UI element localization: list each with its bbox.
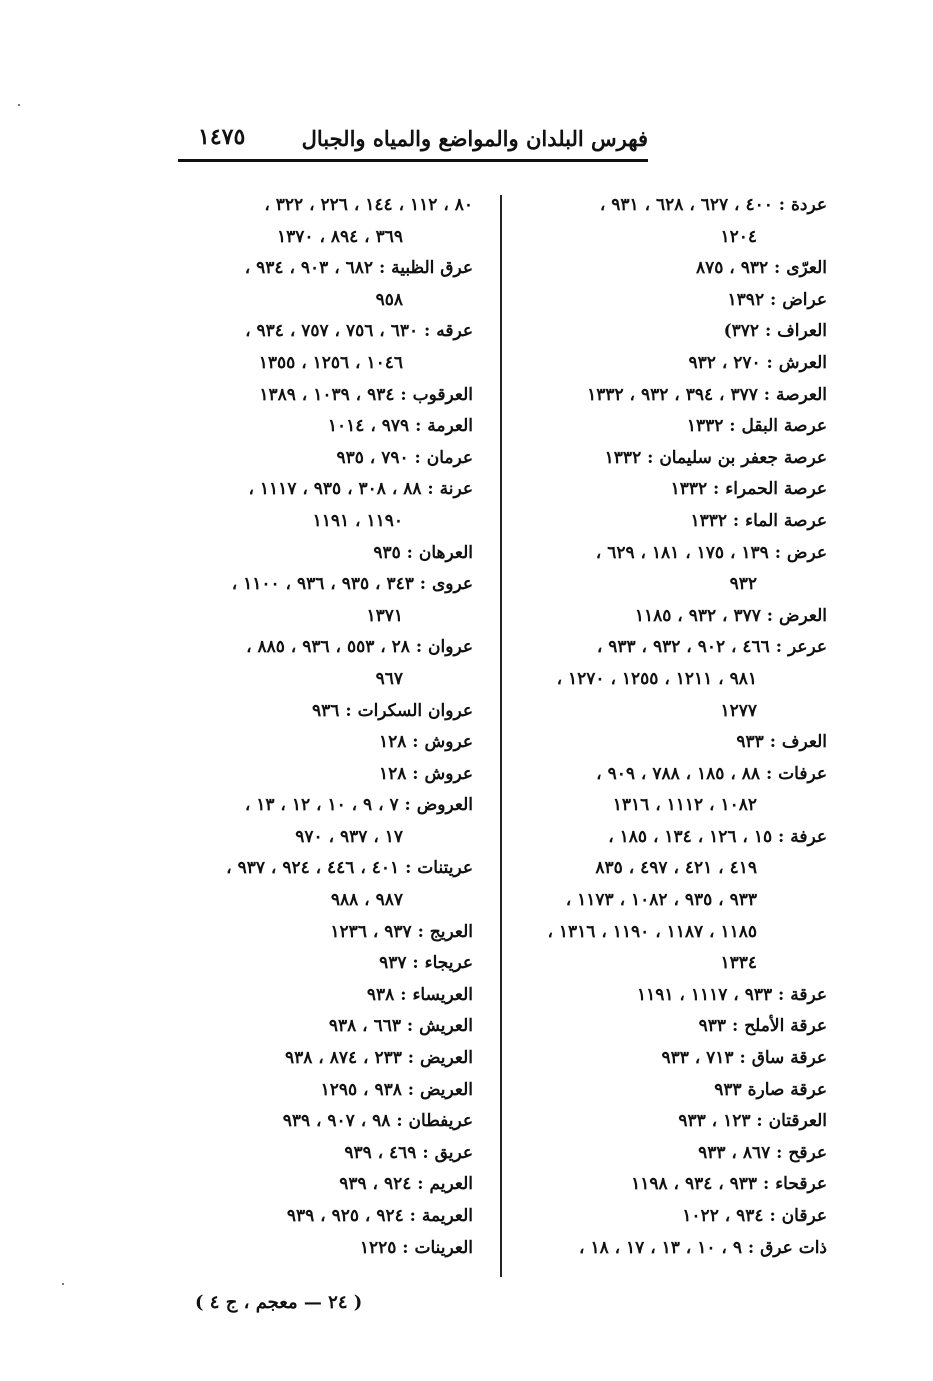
scan-speck (18, 104, 20, 106)
index-entry: عرفة : ١٥ ، ١٢٦ ، ١٣٤ ، ١٨٥ ، (608, 826, 827, 847)
index-entry-continuation: ٩٨٧ ، ٩٨٨ (330, 890, 403, 911)
index-entry: عروان السكرات : ٩٣٦ (312, 700, 473, 721)
index-entry: عريتنات : ٤٠١ ، ٤٤٦ ، ٩٢٤ ، ٩٣٧ ، (226, 858, 473, 879)
page-title: فهرس البلدان والمواضع والمياه والجبال (301, 126, 648, 151)
index-entry: عروش : ١٢٨ (378, 732, 473, 753)
index-entry: العريش : ٦٦٣ ، ٩٣٨ (328, 1016, 473, 1037)
index-entry: عرعر : ٤٦٦ ، ٩٠٢ ، ٩٣٢ ، ٩٣٣ ، (596, 637, 827, 658)
index-entry: عرقان : ٩٣٤ ، ١٠٢٢ (682, 1206, 827, 1226)
index-entry: عرصة الحمراء : ١٣٣٢ (670, 479, 827, 500)
index-entry: عرق الظبية : ٦٨٢ ، ٩٠٣ ، ٩٣٤ ، (244, 258, 473, 279)
footer-signature: ( ٢٤ — معجم ، ج ٤ ) (195, 1292, 363, 1313)
index-entry: العريج : ٩٣٧ ، ١٢٣٦ (330, 921, 473, 942)
index-column-right (527, 190, 827, 1264)
index-entry-continuation: ١٣٧١ (366, 605, 403, 626)
index-entry: العرهان : ٩٣٥ (373, 542, 473, 563)
index-entry: ٨٠ ، ١١٢ ، ١٤٤ ، ٢٢٦ ، ٣٢٢ ، (264, 195, 473, 215)
index-entry: عروش : ١٢٨ (378, 763, 473, 784)
index-entry: عروان : ٢٨ ، ٥٥٣ ، ٩٣٦ ، ٨٨٥ ، (246, 637, 473, 658)
index-entry-continuation: ٩٣٣ ، ٩٣٥ ، ١٠٨٢ ، ١١٧٣ ، (565, 890, 757, 911)
index-entry: عرصة جعفر بن سليمان : ١٣٣٢ (604, 447, 827, 468)
index-entry: العريساء : ٩٣٨ (366, 984, 473, 1005)
index-entry: العروض : ٧ ، ٩ ، ١٠ ، ١٢ ، ١٣ ، (244, 795, 473, 816)
index-entry-continuation: ١٠٤٦ ، ١٢٥٦ ، ١٣٥٥ (258, 352, 403, 373)
index-entry: العرصة : ٣٧٧ ، ٣٩٤ ، ٩٣٢ ، ١٣٣٢ (587, 384, 827, 405)
index-entry-continuation: ١٠٨٢ ، ١١١٢ ، ١٣١٦ (612, 795, 757, 816)
index-entry: العرقتان : ١٢٣ ، ٩٣٣ (678, 1111, 827, 1132)
index-entry: العريض : ٩٣٨ ، ١٢٩٥ (320, 1079, 473, 1100)
index-entry: عرض : ١٣٩ ، ١٧٥ ، ١٨١ ، ٦٢٩ ، (595, 542, 827, 563)
index-entry: عرمان : ٧٩٠ ، ٩٣٥ (336, 447, 473, 468)
index-entry: العرقوب : ٩٣٤ ، ١٠٣٩ ، ١٣٨٩ (259, 384, 473, 405)
index-entry-continuation: ٩٨١ ، ١٢١١ ، ١٢٥٥ ، ١٢٧٠ ، (556, 668, 757, 689)
index-entry: العرينات : ١٢٢٥ (359, 1237, 473, 1258)
index-entry: عرصة الماء : ١٣٣٢ (690, 510, 827, 531)
index-entry: العريمة : ٩٢٤ ، ٩٢٥ ، ٩٣٩ (286, 1206, 473, 1226)
index-entry: عرقة الأملح : ٩٣٣ (698, 1016, 827, 1037)
index-entry-continuation: ١٢٧٧ (720, 700, 757, 721)
index-entry: عرقحاء : ٩٣٣ ، ٩٣٤ ، ١١٩٨ (631, 1174, 827, 1195)
index-entry-continuation: ٤١٩ ، ٤٢١ ، ٤٩٧ ، ٨٣٥ (595, 858, 757, 879)
index-entry-continuation: ١٧ ، ٩٣٧ ، ٩٧٠ (295, 826, 403, 847)
index-entry: ذات عرق : ٩ ، ١٠ ، ١٣ ، ١٧ ، ١٨ ، (579, 1237, 827, 1258)
index-entry: عريفطان : ٩٨ ، ٩٠٧ ، ٩٣٩ (282, 1111, 473, 1132)
index-entry-continuation: ١٢٠٤ (720, 226, 757, 247)
index-entry: عرنة : ٨٨ ، ٣٠٨ ، ٩٣٥ ، ١١١٧ ، (248, 479, 473, 500)
index-entry: عراض : ١٣٩٢ (727, 289, 827, 310)
index-entry-continuation: ١١٩٠ ، ١١٩١ (312, 510, 403, 531)
index-entry-continuation: ١١٨٥ ، ١١٨٧ ، ١١٩٠ ، ١٣١٦ ، (547, 921, 757, 942)
index-entry: عرقة : ٩٣٣ ، ١١١٧ ، ١١٩١ (636, 984, 827, 1005)
index-entry: عرقة صارة ٩٣٣ (714, 1079, 827, 1100)
index-entry: عرقح : ٨٦٧ ، ٩٣٣ (698, 1142, 827, 1163)
column-divider (500, 195, 502, 1277)
index-entry-continuation: ٩٥٨ (375, 289, 403, 310)
index-entry: عرفات : ٨٨ ، ١٨٥ ، ٧٨٨ ، ٩٠٩ ، (596, 763, 827, 784)
index-entry: العريض : ٢٣٣ ، ٨٧٤ ، ٩٣٨ (284, 1048, 473, 1069)
index-entry: العريم : ٩٢٤ ، ٩٣٩ (339, 1174, 473, 1195)
index-entry: عردة : ٤٠٠ ، ٦٢٧ ، ٦٢٨ ، ٩٣١ ، (599, 195, 827, 215)
index-column-left (173, 190, 473, 1264)
index-entry: العرش : ٢٧٠ ، ٩٣٢ (688, 352, 827, 373)
index-entry: عروى : ٣٤٣ ، ٩٣٥ ، ٩٣٦ ، ١١٠٠ ، (231, 574, 473, 595)
index-entry: العرف : ٩٣٣ (736, 732, 827, 753)
index-entry: عريجاء : ٩٣٧ (379, 953, 473, 974)
scan-speck (62, 1283, 64, 1285)
index-entry: العرض : ٣٧٧ ، ٩٣٢ ، ١١٨٥ (634, 605, 827, 626)
index-entry-continuation: ٩٦٧ (375, 668, 403, 689)
index-entry: عرقه : ٦٣٠ ، ٧٥٦ ، ٧٥٧ ، ٩٣٤ ، (245, 321, 473, 342)
page-number: ١٤٧٥ (198, 124, 246, 150)
header-rule (178, 159, 648, 162)
index-entry-continuation: ٣٦٩ ، ٨٩٤ ، ١٣٧٠ (277, 226, 403, 247)
index-entry-continuation: ١٣٣٤ (720, 953, 757, 974)
page-header (178, 118, 648, 162)
index-entry-continuation: ٩٣٢ (729, 574, 757, 595)
index-entry: عرصة البقل : ١٣٣٢ (686, 416, 827, 437)
index-entry: العرّى : ٩٣٢ ، ٨٧٥ (695, 258, 827, 279)
index-entry: عريق : ٤٦٩ ، ٩٣٩ (344, 1142, 473, 1163)
index-entry: العرمة : ٩٧٩ ، ١٠١٤ (327, 416, 473, 437)
index-entry: العراف : ٣٧٢) (723, 321, 827, 342)
index-entry: عرقة ساق : ٧١٣ ، ٩٣٣ (661, 1048, 827, 1069)
